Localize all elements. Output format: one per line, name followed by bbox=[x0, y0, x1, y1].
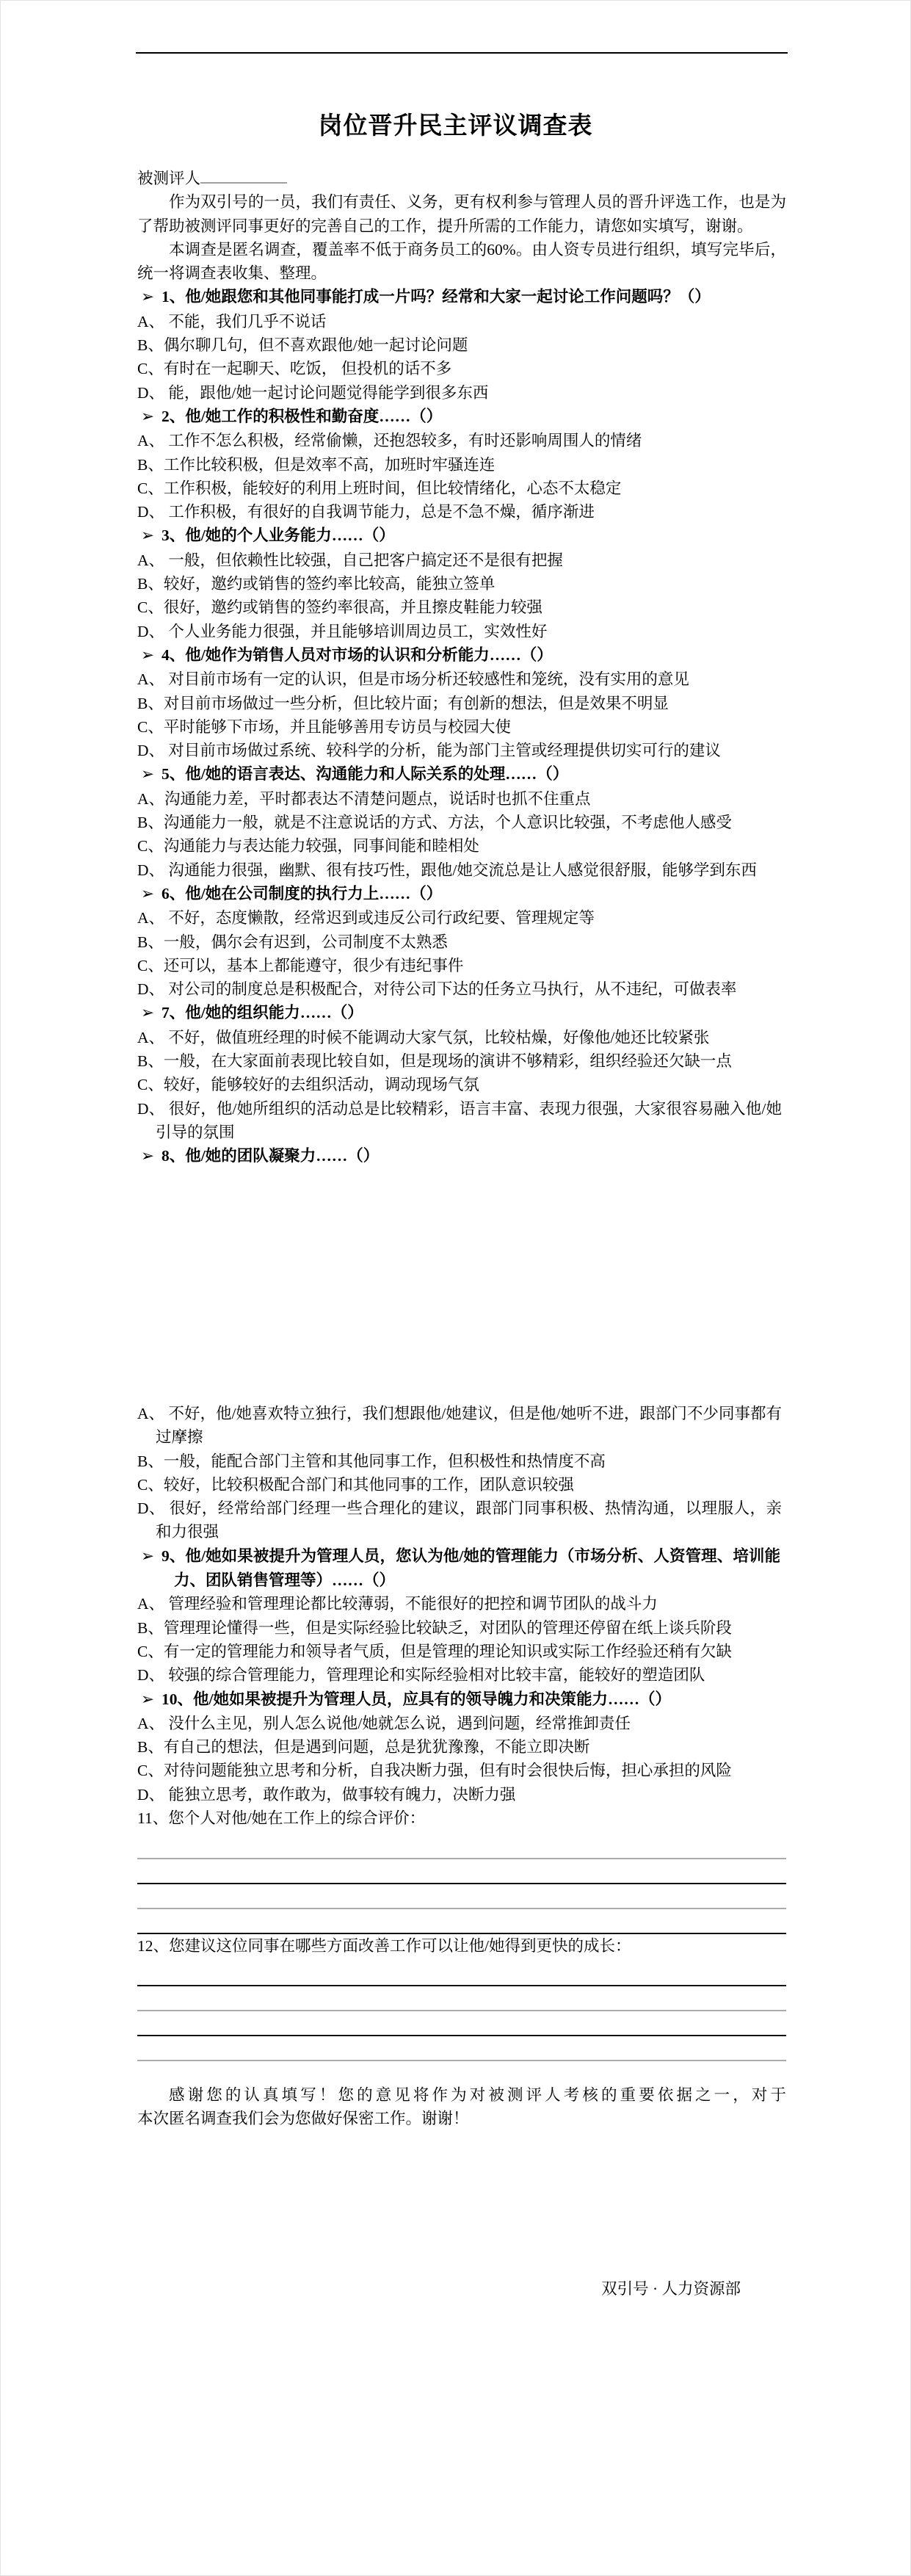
answer-line[interactable] bbox=[137, 1830, 786, 1859]
question-9-option-b: B、管理理论懂得一些，但是实际经验比较缺乏，对团队的管理还停留在纸上谈兵阶段 bbox=[137, 1618, 732, 1637]
question-5-option-d: D、 沟通能力很强，幽默、很有技巧性，跟他/她交流总是让人感觉很舒服，能够学到东西 bbox=[137, 861, 757, 879]
header-rule bbox=[136, 52, 788, 54]
subject-name-blank[interactable] bbox=[200, 167, 287, 184]
answer-line[interactable] bbox=[137, 1909, 786, 1934]
question-10-text: 10、他/她如果被提升为管理人员，应具有的领导魄力和决策能力……（） bbox=[161, 1690, 671, 1708]
question-2-text: 2、他/她工作的积极性和勤奋度……（） bbox=[161, 407, 443, 425]
question-3-option-c: C、很好，邀约或销售的签约率很高，并且擦皮鞋能力较强 bbox=[137, 598, 542, 617]
question-8-option-c: C、较好，比较积极配合部门和其他同事的工作，团队意识较强 bbox=[137, 1475, 574, 1494]
subject-label: 被测评人 bbox=[137, 170, 201, 187]
question-8-option-a: A、 不好，他/她喜欢特立独行，我们想跟他/她建议，但是他/她听不进，跟部门不少同事都有过摩擦 bbox=[137, 1405, 782, 1447]
question-4-option-d: D、 对目前市场做过系统、较科学的分析，能为部门主管或经理提供切实可行的建议 bbox=[137, 742, 721, 760]
question-6-option-a: A、 不好，态度懒散，经常迟到或违反公司行政纪要、管理规定等 bbox=[137, 909, 595, 927]
question-9-option-c: C、有一定的管理能力和领导者气质，但是管理的理论知识或实际工作经验还稍有欠缺 bbox=[137, 1642, 732, 1660]
question-4-option-a: A、 对目前市场有一定的认识，但是市场分析还较感性和笼统，没有实用的意见 bbox=[137, 670, 689, 689]
question-8 bbox=[137, 1144, 786, 1168]
question-10-option-c: C、对待问题能独立思考和分析，自我决断力强，但有时会很快后悔，担心承担的风险 bbox=[137, 1762, 732, 1780]
bullet-arrow-icon: ➢ bbox=[141, 407, 155, 426]
question-1-option-a: A、 不能，我们几乎不说话 bbox=[137, 312, 327, 330]
closing-paragraph-line-1: 感谢您的认真填写！您的意见将作为对被测评人考核的重要依据之一，对于 bbox=[169, 2085, 786, 2104]
question-9 bbox=[137, 1544, 786, 1593]
question-2-option-d: D、 工作积极，有很好的自我调节能力，总是不急不燥，循序渐进 bbox=[137, 503, 595, 521]
question-3-option-d: D、 个人业务能力很强，并且能够培训周边员工，实效性好 bbox=[137, 622, 548, 640]
intro-paragraph-1: 作为双引号的一员，我们有责任、义务，更有权利参与管理人员的晋升评选工作，也是为了帮助被测评同事更好的完善自己的工作，提升所需的工作能力，请您如实填写，谢谢。 bbox=[137, 193, 786, 235]
question-10-option-b: B、有自己的想法，但是遇到问题，总是犹犹豫豫，不能立即决断 bbox=[137, 1738, 590, 1756]
answer-line[interactable] bbox=[137, 1859, 786, 1884]
answer-line[interactable] bbox=[137, 1958, 786, 1986]
bullet-arrow-icon: ➢ bbox=[141, 1004, 155, 1023]
question-4-option-c: C、平时能够下市场，并且能够善用专访员与校园大使 bbox=[137, 717, 511, 736]
bullet-arrow-icon: ➢ bbox=[141, 1690, 155, 1709]
closing-paragraph-line-2: 本次匿名调查我们会为您做好保密工作。谢谢！ bbox=[137, 2109, 469, 2127]
question-7 bbox=[137, 1001, 786, 1025]
answer-line[interactable] bbox=[137, 1884, 786, 1909]
question-7-option-c: C、较好，能够较好的去组织活动，调动现场气氛 bbox=[137, 1076, 479, 1094]
question-6-text: 6、他/她在公司制度的执行力上……（） bbox=[161, 884, 443, 902]
question-1-text: 1、他/她跟您和其他同事能打成一片吗？经常和大家一起讨论工作问题吗？（） bbox=[161, 288, 711, 306]
bullet-arrow-icon: ➢ bbox=[141, 645, 155, 665]
answer-line[interactable] bbox=[137, 2036, 786, 2061]
question-8-text: 8、他/她的团队凝聚力……（） bbox=[161, 1147, 380, 1165]
intro-paragraph-2: 本调查是匿名调查，覆盖率不低于商务员工的60%。由人资专员进行组织，填写完毕后，统一将调查表收集、整理。 bbox=[137, 240, 786, 283]
question-9-text: 9、他/她如果被提升为管理人员，您认为他/她的管理能力（市场分析、人资管理、培训能力、团队销售管理等）……（） bbox=[161, 1546, 780, 1590]
signature: 双引号 · 人力资源部 bbox=[601, 2280, 741, 2298]
question-1-option-c: C、有时在一起聊天、吃饭， 但投机的话不多 bbox=[137, 360, 452, 378]
bullet-arrow-icon: ➢ bbox=[141, 765, 155, 784]
question-6-option-b: B、一般，偶尔会有迟到，公司制度不太熟悉 bbox=[137, 933, 448, 951]
question-2-option-c: C、工作积极，能较好的利用上班时间，但比较情绪化，心态不太稳定 bbox=[137, 479, 622, 497]
question-1-option-b: B、偶尔聊几句，但不喜欢跟他/她一起讨论问题 bbox=[137, 336, 468, 355]
question-4-text: 4、他/她作为销售人员对市场的认识和分析能力……（） bbox=[161, 645, 553, 664]
question-7-text: 7、他/她的组织能力……（） bbox=[161, 1004, 363, 1022]
bullet-arrow-icon: ➢ bbox=[141, 1147, 155, 1166]
question-8-option-b: B、一般，能配合部门主管和其他同事工作，但积极性和热情度不高 bbox=[137, 1452, 606, 1470]
question-8-option-d: D、 很好，经常给部门经理一些合理化的建议，跟部门同事积极、热情沟通，以理服人，亲和力很强 bbox=[137, 1499, 782, 1541]
question-5 bbox=[137, 762, 786, 786]
question-12-label: 12、您建议这位同事在哪些方面改善工作可以让他/她得到更快的成长： bbox=[137, 1937, 631, 1955]
question-9-option-a: A、 管理经验和管理理论都比较薄弱，不能很好的把控和调节团队的战斗力 bbox=[137, 1595, 658, 1613]
page-title: 岗位晋升民主评议调查表 bbox=[318, 113, 593, 140]
question-7-option-d: D、 很好，他/她所组织的活动总是比较精彩，语言丰富、表现力很强，大家很容易融入他/她引导的氛围 bbox=[137, 1099, 782, 1141]
answer-line[interactable] bbox=[137, 2011, 786, 2036]
question-9-option-d: D、 较强的综合管理能力，管理理论和实际经验相对比较丰富，能较好的塑造团队 bbox=[137, 1666, 705, 1685]
question-2 bbox=[137, 405, 786, 429]
page-1-content bbox=[137, 167, 786, 1168]
question-10 bbox=[137, 1687, 786, 1712]
bullet-arrow-icon: ➢ bbox=[141, 884, 155, 903]
question-2-option-a: A、 工作不怎么积极，经常偷懒，还抱怨较多，有时还影响周围人的情绪 bbox=[137, 432, 642, 450]
bullet-arrow-icon: ➢ bbox=[141, 288, 155, 307]
question-6-option-c: C、还可以，基本上都能遵守，很少有违纪事件 bbox=[137, 956, 464, 974]
page-2-content bbox=[137, 1402, 786, 2301]
question-3 bbox=[137, 524, 786, 548]
question-7-option-a: A、 不好，做值班经理的时候不能调动大家气氛，比较枯燥，好像他/她还比较紧张 bbox=[137, 1028, 710, 1046]
question-10-option-a: A、 没什么主见，别人怎么说他/她就怎么说，遇到问题，经常推卸责任 bbox=[137, 1714, 631, 1732]
question-6 bbox=[137, 882, 786, 906]
question-6-option-d: D、 对公司的制度总是积极配合，对待公司下达的任务立马执行，从不违纪，可做表率 bbox=[137, 980, 737, 999]
question-4-option-b: B、对目前市场做过一些分析，但比较片面；有创新的想法，但是效果不明显 bbox=[137, 694, 669, 712]
question-5-option-b: B、沟通能力一般，就是不注意说话的方式、方法，个人意识比较强，不考虑他人感受 bbox=[137, 814, 732, 832]
question-5-text: 5、他/她的语言表达、沟通能力和人际关系的处理……（） bbox=[161, 765, 569, 784]
question-5-option-a: A、沟通能力差，平时都表达不清楚问题点，说话时也抓不住重点 bbox=[137, 789, 591, 808]
question-2-option-b: B、工作比较积极，但是效率不高，加班时牢骚连连 bbox=[137, 455, 496, 474]
question-4 bbox=[137, 643, 786, 667]
question-3-option-b: B、较好，邀约或销售的签约率比较高，能独立签单 bbox=[137, 575, 496, 593]
question-3-option-a: A、 一般，但依赖性比较强，自己把客户搞定还不是很有把握 bbox=[137, 551, 563, 569]
question-3-text: 3、他/她的个人业务能力……（） bbox=[161, 527, 395, 545]
question-7-option-b: B、一般，在大家面前表现比较自如，但是现场的演讲不够精彩，组织经验还欠缺一点 bbox=[137, 1052, 732, 1070]
question-10-option-d: D、 能独立思考，敢作敢为，做事较有魄力，决断力强 bbox=[137, 1785, 516, 1803]
bullet-arrow-icon: ➢ bbox=[141, 527, 155, 546]
question-5-option-c: C、沟通能力与表达能力较强，同事间能和睦相处 bbox=[137, 837, 479, 855]
answer-line[interactable] bbox=[137, 1986, 786, 2011]
bullet-arrow-icon: ➢ bbox=[141, 1546, 155, 1566]
question-1-option-d: D、 能，跟他/她一起讨论问题觉得能学到很多东西 bbox=[137, 383, 489, 402]
subject-line bbox=[137, 167, 786, 190]
question-11-label: 11、您个人对他/她在工作上的综合评价： bbox=[137, 1809, 426, 1828]
question-1 bbox=[137, 285, 786, 309]
